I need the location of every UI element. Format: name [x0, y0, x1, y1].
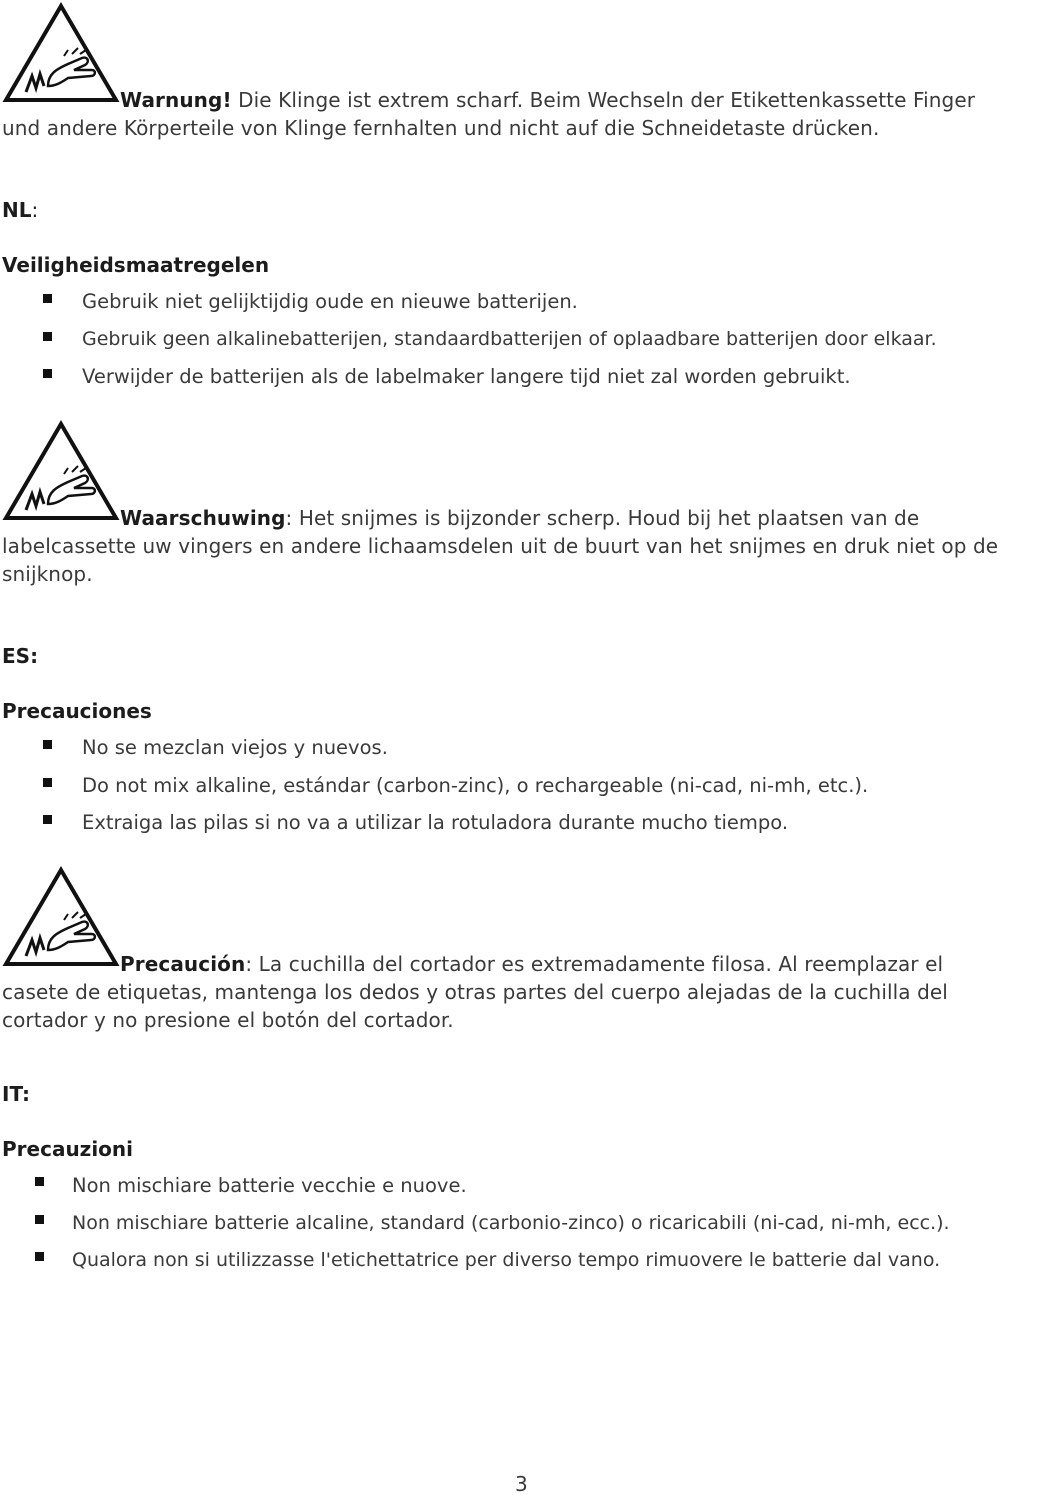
square-bullet-icon	[43, 740, 52, 749]
es-bullet-1: No se mezclan viejos y nuevos.	[82, 736, 388, 759]
es-warning-colon: :	[245, 952, 253, 976]
square-bullet-icon	[43, 294, 52, 303]
nl-warning-text-rest: labelcassette uw vingers en andere lichaamsdelen uit de buurt van het snijmes en druk niet op de snijknop.	[2, 534, 999, 586]
nl-lang-colon: :	[31, 198, 39, 222]
page-number: 3	[515, 1472, 528, 1496]
es-language-code: ES:	[2, 644, 39, 668]
es-heading: Precauciones	[2, 699, 152, 723]
square-bullet-icon	[35, 1252, 44, 1261]
square-bullet-icon	[43, 332, 52, 341]
de-warning-paragraph	[2, 86, 1032, 142]
es-warning-paragraph	[2, 950, 1022, 1034]
es-warning-label: Precaución	[120, 952, 246, 976]
de-warning-text-rest: und andere Körperteile von Klinge fernhalten und nicht auf die Schneidetaste drücken.	[2, 116, 880, 140]
de-warning-text-line1: Die Klinge ist extrem scharf. Beim Wechseln der Etikettenkassette Finger	[231, 88, 976, 112]
nl-lang-code-text: NL	[2, 198, 32, 222]
es-bullet-3: Extraiga las pilas si no va a utilizar la rotuladora durante mucho tiempo.	[82, 811, 789, 834]
square-bullet-icon	[43, 369, 52, 378]
nl-warning-text-line1: Het snijmes is bijzonder scherp. Houd bij het plaatsen van de	[292, 506, 920, 530]
nl-warning-paragraph	[2, 504, 1032, 588]
es-warning-text-rest: casete de etiquetas, mantenga los dedos y otras partes del cuerpo alejadas de la cuchilla del cortador y no presione el botón del cortador.	[2, 980, 948, 1032]
it-bullet-3: Qualora non si utilizzasse l'etichettatrice per diverso tempo rimuovere le batterie dal vano.	[72, 1249, 941, 1271]
square-bullet-icon	[43, 778, 52, 787]
nl-heading: Veiligheidsmaatregelen	[2, 253, 270, 277]
nl-bullet-2: Gebruik geen alkalinebatterijen, standaardbatterijen of oplaadbare batterijen door elkaar.	[82, 328, 937, 350]
nl-bullet-1: Gebruik niet gelijktijdig oude en nieuwe batterijen.	[82, 290, 578, 313]
square-bullet-icon	[35, 1215, 44, 1224]
nl-language-code	[2, 198, 38, 222]
it-bullet-2: Non mischiare batterie alcaline, standard (carbonio-zinco) o ricaricabili (ni-cad, ni-mh, ecc.).	[72, 1212, 950, 1234]
it-bullet-1: Non mischiare batterie vecchie e nuove.	[72, 1174, 467, 1197]
nl-warning-colon: :	[285, 506, 293, 530]
square-bullet-icon	[43, 815, 52, 824]
nl-warning-label: Waarschuwing	[120, 506, 286, 530]
es-warning-text-line1: La cuchilla del cortador es extremadamente filosa. Al reemplazar el	[252, 952, 944, 976]
it-heading: Precauzioni	[2, 1137, 134, 1161]
es-bullet-2: Do not mix alkaline, estándar (carbon-zinc), o rechargeable (ni-cad, ni-mh, etc.).	[82, 774, 869, 797]
it-language-code: IT:	[2, 1082, 30, 1106]
square-bullet-icon	[35, 1177, 44, 1186]
nl-bullet-3: Verwijder de batterijen als de labelmaker langere tijd niet zal worden gebruikt.	[82, 365, 851, 388]
de-warning-label: Warnung!	[120, 88, 232, 112]
